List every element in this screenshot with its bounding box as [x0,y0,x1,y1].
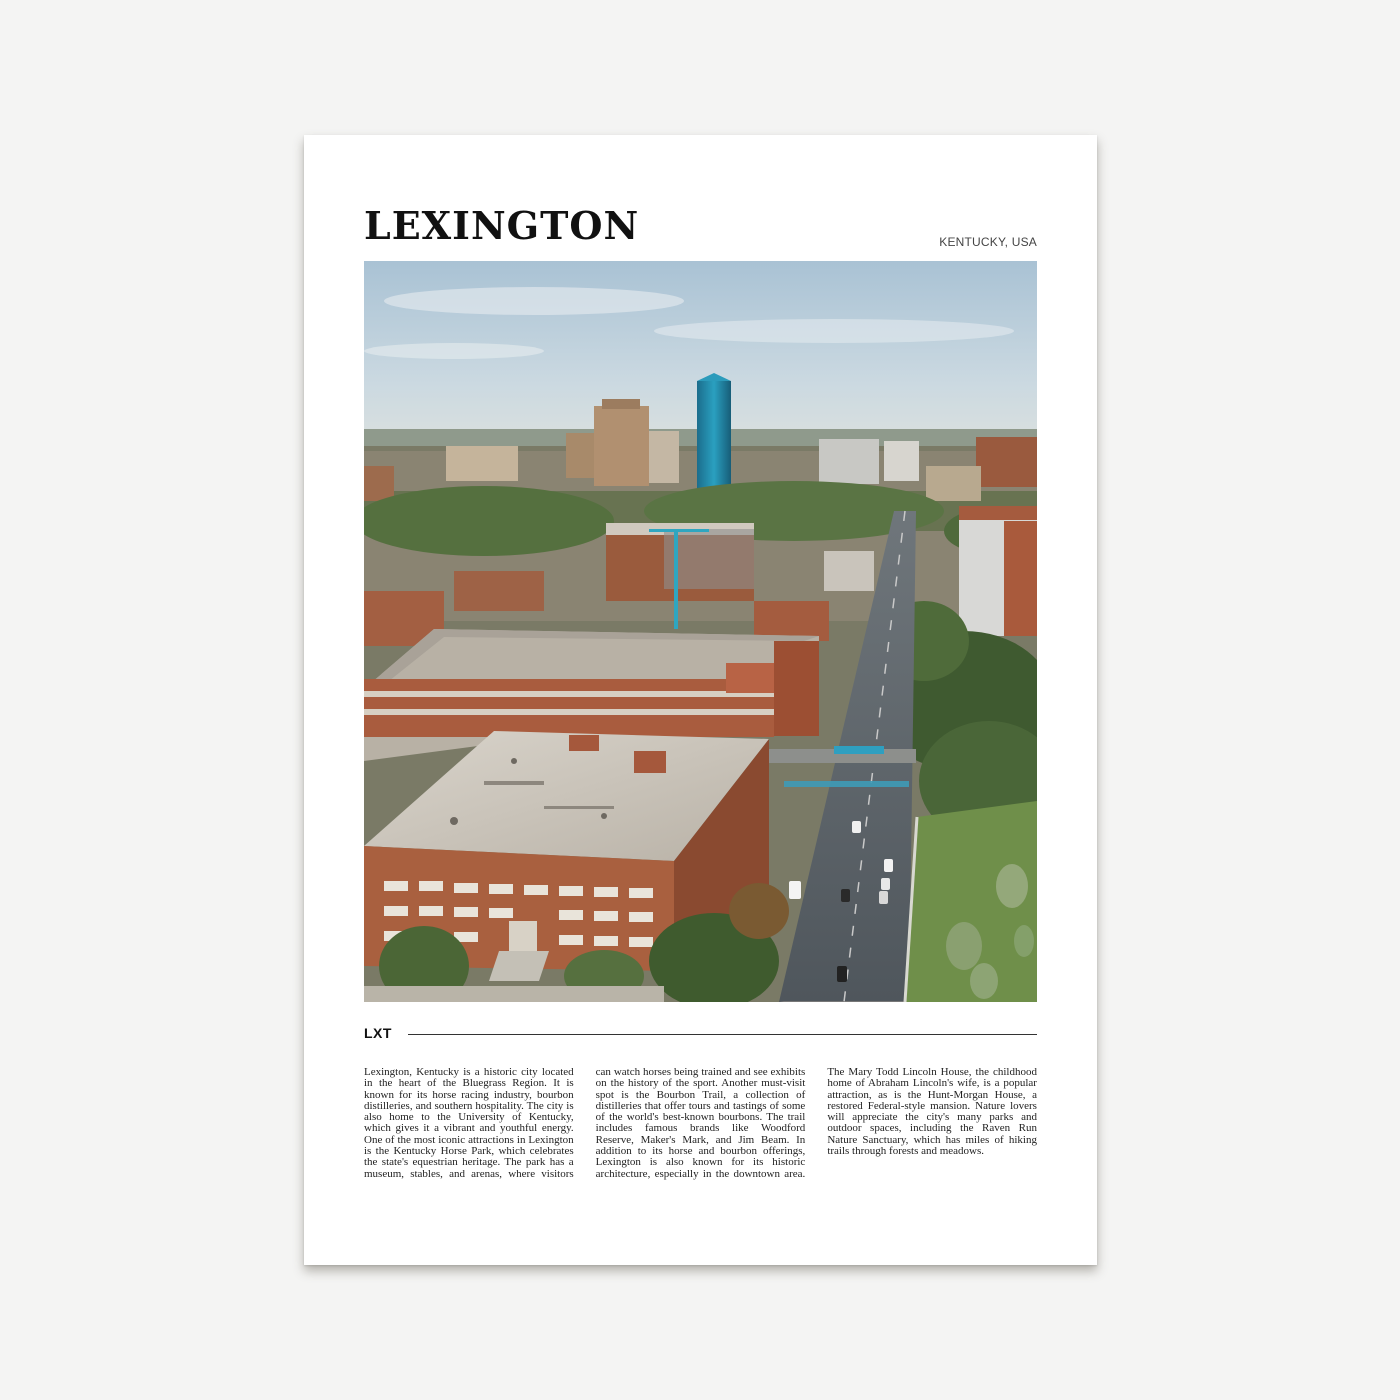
pedestrian-bridge [784,781,909,787]
parking-garage [364,679,774,737]
code-row [364,1025,1037,1045]
city-description: Lexington, Kentucky is a historic city located in the heart of the Bluegrass Region. It is known for its horse racing industry, bourbon distilleries, and southern hospitality. The city is also home to the University of Kentucky, which gives it a vibrant and youthful energy. One of the most iconic attractions in Lexington is the Kentucky Horse Park, which celebrates the state's equestrian heritage. The park has a museum, stables, and arenas, where visitors can watch horses being trained and see exhibits on the history of the sport. Another must-visit spot is the Bourbon Trail, a collection of distilleries that offer tours and tastings of some of the world's best-known bourbons. The trail includes famous brands like Woodford Reserve, Maker's Mark, and Jim Beam. In addition to its horse and bourbon offerings, Lexington is also known for its historic architecture, especially in the downtown area. The Mary Todd Lincoln House, the childhood home of Abraham Lincoln's wife, is a popular attraction, as is the Hunt-Morgan House, a restored Federal-style mansion. Nature lovers will appreciate the city's many parks and outdoor spaces, including the Raven Run Nature Sanctuary, which has miles of hiking trails through forests and meadows. [364,1066,1037,1180]
poster-title: LEXINGTON [364,203,640,248]
poster-location: KENTUCKY, USA [939,235,1037,249]
city-aerial-illustration [364,261,1037,1002]
tall-building [594,406,649,486]
poster [304,135,1097,1265]
divider-line [408,1034,1037,1035]
glass-tower [697,381,731,489]
construction-crane [674,529,678,629]
city-aerial-photo [364,261,1037,1002]
city-code: LXT [364,1025,392,1041]
